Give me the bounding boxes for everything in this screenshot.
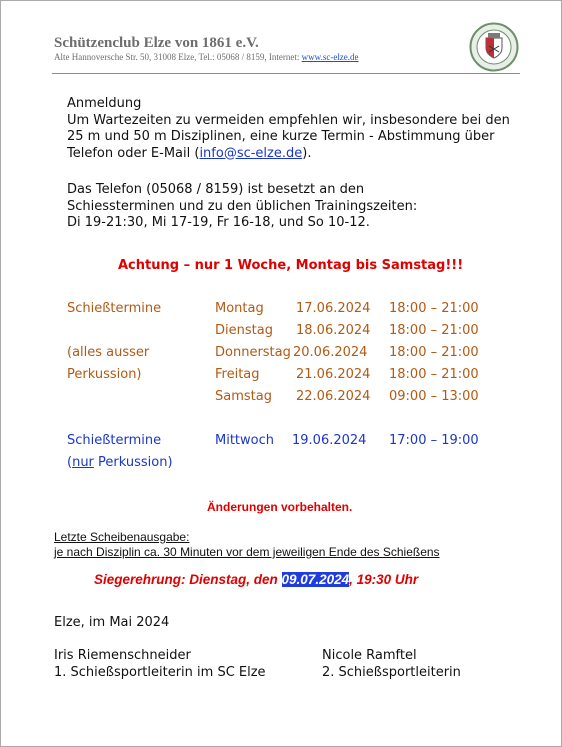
perc-rest: Perkussion): [93, 455, 173, 470]
perc-label-1: Schießtermine: [67, 433, 162, 448]
schedule-date: 20.06.2024: [293, 345, 368, 360]
schedule-time: 18:00 – 21:00: [389, 367, 479, 382]
perc-paren: (: [67, 455, 73, 470]
award-ceremony: [94, 572, 418, 587]
place-date: Elze, im Mai 2024: [54, 615, 170, 630]
award-date: 09.07.2024: [281, 572, 350, 587]
schedule-day: Samstag: [215, 389, 272, 404]
registration-line-2: 25 m und 50 m Disziplinen, eine kurze Termin - Abstimmung über: [67, 129, 495, 144]
club-name: Schützenclub Elze von 1861 e.V.: [54, 35, 259, 51]
schedule-time: 18:00 – 21:00: [389, 301, 479, 316]
perc-day: Mittwoch: [215, 433, 274, 448]
notice-one-week: Achtung – nur 1 Woche, Montag bis Samstag!!!: [118, 258, 464, 273]
phone-line-2: Schiessterminen und zu den üblichen Trainingszeiten:: [67, 198, 418, 214]
schedule-day: Donnerstag: [215, 345, 291, 360]
website-link[interactable]: www.sc-elze.de: [301, 52, 359, 62]
registration-line-1: Um Wartezeiten zu vermeiden empfehlen wir, insbesondere bei den: [67, 112, 510, 128]
schedule-date: 17.06.2024: [296, 301, 371, 316]
perc-label-2: [67, 455, 173, 470]
email-link[interactable]: info@sc-elze.de: [199, 145, 303, 161]
perc-date: 19.06.2024: [292, 433, 367, 448]
registration-line-3: [67, 146, 537, 163]
schedule-day: Montag: [215, 301, 264, 316]
schedule-day: Freitag: [215, 367, 260, 382]
signature-role-1: 1. Schießsportleiterin im SC Elze: [54, 665, 266, 680]
phone-line-1: Das Telefon (05068 / 8159) ist besetzt an den: [67, 182, 365, 197]
address-text: Alte Hannoversche Str. 50, 31008 Elze, Tel.: 05068 / 8159, Internet:: [54, 52, 302, 62]
schedule-date: 18.06.2024: [296, 323, 371, 338]
perc-time: 17:00 – 19:00: [389, 433, 479, 448]
signature-role-2: 2. Schießsportleiterin: [322, 665, 461, 680]
registration-heading: Anmeldung: [67, 96, 142, 111]
signature-name-1: Iris Riemenschneider: [54, 648, 191, 663]
schedule-label-1: Schießtermine: [67, 301, 162, 316]
perc-nur: nur: [72, 455, 94, 470]
schedule-time: 18:00 – 21:00: [389, 345, 479, 360]
phone-section: [67, 182, 537, 232]
club-crest-icon: [469, 22, 519, 72]
registration-line-3-prefix: Telefon oder E-Mail (: [67, 145, 200, 161]
schedule-label-2: (alles ausser: [67, 345, 150, 360]
schedule-time: 18:00 – 21:00: [389, 323, 479, 338]
award-prefix: Siegerehrung: Dienstag, den: [94, 572, 282, 587]
registration-section: [67, 96, 537, 162]
schedule-date: 21.06.2024: [296, 367, 371, 382]
schedule-day: Dienstag: [215, 323, 273, 338]
signature-name-2: Nicole Ramftel: [322, 648, 417, 663]
schedule-date: 22.06.2024: [296, 389, 371, 404]
award-suffix: , 19:30 Uhr: [349, 572, 419, 587]
header-divider: [52, 73, 520, 74]
registration-line-3-suffix: ).: [302, 145, 312, 161]
last-issue-text: je nach Disziplin ca. 30 Minuten vor dem jeweiligen Ende des Schießens: [54, 545, 440, 559]
schedule-label-3: Perkussion): [67, 367, 142, 382]
club-address: [54, 52, 359, 62]
changes-notice: Änderungen vorbehalten.: [207, 500, 353, 514]
phone-line-3: Di 19-21:30, Mi 17-19, Fr 16-18, und So 10-12.: [67, 215, 370, 230]
schedule-time: 09:00 – 13:00: [389, 389, 479, 404]
last-issue-heading: Letzte Scheibenausgabe:: [54, 530, 190, 544]
